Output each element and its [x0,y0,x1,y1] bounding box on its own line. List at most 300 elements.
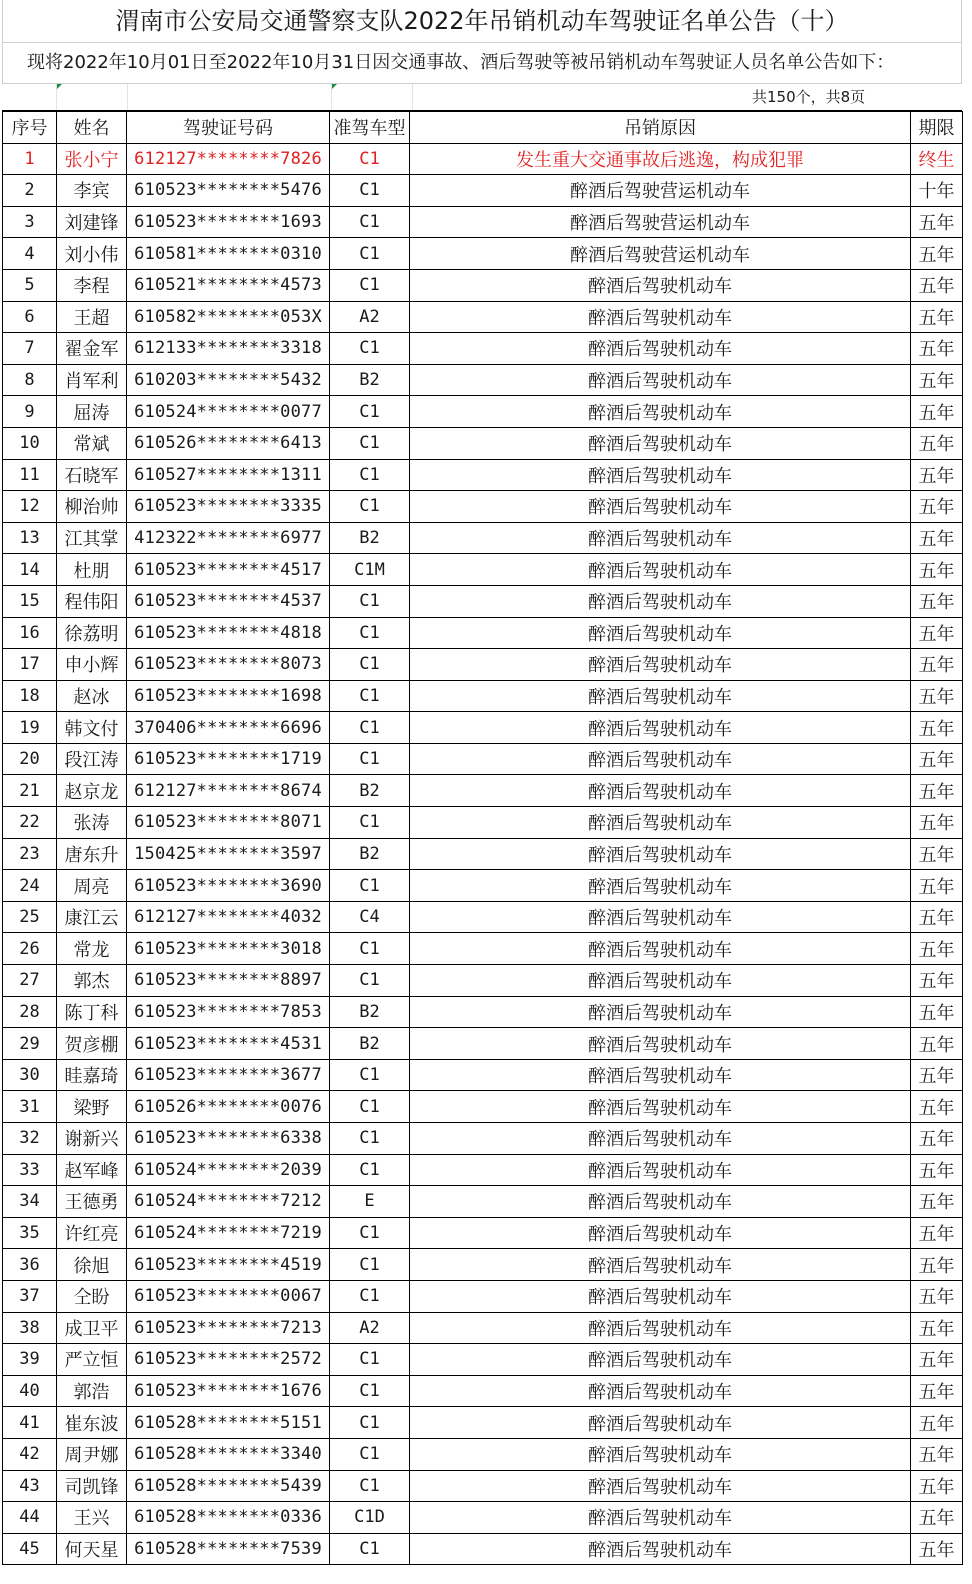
cell-name: 严立恒 [57,1344,127,1376]
cell-term: 五年 [911,743,963,775]
cell-reason: 醉酒后驾驶营运机动车 [410,206,911,238]
blank-cell [332,84,413,110]
cell-reason: 醉酒后驾驶营运机动车 [410,175,911,207]
cell-name: 李程 [57,269,127,301]
column-header-reason: 吊销原因 [410,112,911,144]
cell-license-number: 610523********4531 [127,1028,330,1060]
cell-no: 28 [3,996,57,1028]
cell-no: 42 [3,1438,57,1470]
cell-term: 五年 [911,1123,963,1155]
cell-reason: 醉酒后驾驶营运机动车 [410,238,911,270]
table-row [3,175,963,207]
cell-reason: 醉酒后驾驶机动车 [410,933,911,965]
cell-name: 仝盼 [57,1280,127,1312]
cell-vehicle-class: B2 [330,1028,410,1060]
table-row [3,680,963,712]
table-row [3,206,963,238]
cell-term: 五年 [911,396,963,428]
table-row [3,1028,963,1060]
announcement-sheet [2,0,962,1565]
table-row [3,1375,963,1407]
cell-name: 许红亮 [57,1217,127,1249]
table-row [3,933,963,965]
table-row [3,996,963,1028]
page-subtitle: 现将2022年10月01日至2022年10月31日因交通事故、酒后驾驶等被吊销机动车驾驶证人员名单公告如下： [2,43,962,84]
cell-term: 五年 [911,680,963,712]
cell-reason: 醉酒后驾驶机动车 [410,1502,911,1534]
record-count: 共150个，共8页 [752,88,866,106]
cell-name: 郭浩 [57,1375,127,1407]
cell-no: 11 [3,459,57,491]
cell-license-number: 610523********1719 [127,743,330,775]
cell-vehicle-class: C1 [330,1407,410,1439]
cell-no: 20 [3,743,57,775]
cell-vehicle-class: C1 [330,1217,410,1249]
cell-no: 32 [3,1123,57,1155]
cell-reason: 醉酒后驾驶机动车 [410,965,911,997]
cell-vehicle-class: B2 [330,838,410,870]
cell-license-number: 610524********7219 [127,1217,330,1249]
cell-name: 程伟阳 [57,585,127,617]
cell-no: 4 [3,238,57,270]
cell-no: 34 [3,1186,57,1218]
table-row [3,1123,963,1155]
cell-license-number: 610523********4519 [127,1249,330,1281]
cell-name: 陈丁科 [57,996,127,1028]
cell-license-number: 610523********8073 [127,649,330,681]
cell-license-number: 612127********7826 [127,143,330,175]
cell-reason: 醉酒后驾驶机动车 [410,743,911,775]
cell-vehicle-class: C1 [330,396,410,428]
cell-no: 35 [3,1217,57,1249]
cell-no: 7 [3,333,57,365]
cell-reason: 醉酒后驾驶机动车 [410,1375,911,1407]
cell-name: 刘建锋 [57,206,127,238]
cell-license-number: 612127********8674 [127,775,330,807]
cell-name: 唐东升 [57,838,127,870]
cell-license-number: 610521********4573 [127,269,330,301]
cell-name: 申小辉 [57,649,127,681]
cell-no: 23 [3,838,57,870]
cell-name: 梁野 [57,1091,127,1123]
cell-license-number: 610523********8897 [127,965,330,997]
cell-no: 10 [3,427,57,459]
cell-term: 五年 [911,238,963,270]
cell-no: 27 [3,965,57,997]
table-row [3,1249,963,1281]
cell-term: 五年 [911,585,963,617]
cell-license-number: 610524********2039 [127,1154,330,1186]
cell-reason: 醉酒后驾驶机动车 [410,1123,911,1155]
cell-term: 五年 [911,775,963,807]
cell-term: 五年 [911,427,963,459]
table-row [3,870,963,902]
cell-term: 五年 [911,1502,963,1534]
cell-vehicle-class: C1 [330,175,410,207]
cell-term: 五年 [911,1280,963,1312]
cell-term: 五年 [911,617,963,649]
cell-name: 周亮 [57,870,127,902]
table-row [3,965,963,997]
cell-license-number: 610523********8071 [127,807,330,839]
cell-reason: 醉酒后驾驶机动车 [410,1407,911,1439]
cell-license-number: 610523********4537 [127,585,330,617]
cell-no: 9 [3,396,57,428]
cell-vehicle-class: E [330,1186,410,1218]
cell-no: 39 [3,1344,57,1376]
cell-vehicle-class: C1 [330,680,410,712]
cell-reason: 醉酒后驾驶机动车 [410,585,911,617]
cell-license-number: 610527********1311 [127,459,330,491]
column-header-name: 姓名 [57,112,127,144]
table-row [3,396,963,428]
table-row [3,1091,963,1123]
cell-reason: 醉酒后驾驶机动车 [410,1280,911,1312]
cell-no: 12 [3,491,57,523]
cell-term: 五年 [911,1470,963,1502]
cell-name: 翟金军 [57,333,127,365]
cell-vehicle-class: C1 [330,333,410,365]
cell-license-number: 610524********0077 [127,396,330,428]
cell-reason: 醉酒后驾驶机动车 [410,617,911,649]
cell-name: 张小宁 [57,143,127,175]
table-row [3,1502,963,1534]
table-row [3,554,963,586]
cell-name: 屈涛 [57,396,127,428]
cell-no: 15 [3,585,57,617]
table-row [3,1470,963,1502]
cell-reason: 醉酒后驾驶机动车 [410,491,911,523]
cell-vehicle-class: C1 [330,617,410,649]
cell-no: 8 [3,364,57,396]
table-row [3,522,963,554]
column-header-vehicle-class: 准驾车型 [330,112,410,144]
cell-name: 刘小伟 [57,238,127,270]
table-row [3,838,963,870]
cell-license-number: 610523********3018 [127,933,330,965]
table-row [3,269,963,301]
cell-reason: 醉酒后驾驶机动车 [410,301,911,333]
cell-no: 2 [3,175,57,207]
cell-vehicle-class: C1 [330,427,410,459]
cell-vehicle-class: C4 [330,901,410,933]
cell-name: 王超 [57,301,127,333]
cell-name: 段江涛 [57,743,127,775]
blank-cell [2,84,57,110]
cell-term: 十年 [911,175,963,207]
cell-license-number: 610523********0067 [127,1280,330,1312]
cell-license-number: 610523********1693 [127,206,330,238]
table-row [3,333,963,365]
cell-license-number: 610528********5151 [127,1407,330,1439]
cell-vehicle-class: C1 [330,238,410,270]
cell-license-number: 610524********7212 [127,1186,330,1218]
cell-vehicle-class: C1 [330,1533,410,1565]
cell-license-number: 370406********6696 [127,712,330,744]
cell-vehicle-class: B2 [330,775,410,807]
cell-vehicle-class: C1 [330,1470,410,1502]
cell-vehicle-class: C1 [330,1438,410,1470]
cell-reason: 醉酒后驾驶机动车 [410,1154,911,1186]
cell-name: 江其掌 [57,522,127,554]
cell-name: 郭杰 [57,965,127,997]
table-row [3,238,963,270]
cell-license-number: 610523********4517 [127,554,330,586]
cell-name: 徐荔明 [57,617,127,649]
cell-name: 李宾 [57,175,127,207]
cell-term: 五年 [911,364,963,396]
cell-name: 赵冰 [57,680,127,712]
cell-reason: 醉酒后驾驶机动车 [410,1186,911,1218]
cell-reason: 醉酒后驾驶机动车 [410,1028,911,1060]
cell-reason: 醉酒后驾驶机动车 [410,333,911,365]
cell-vehicle-class: C1 [330,491,410,523]
cell-reason: 醉酒后驾驶机动车 [410,807,911,839]
cell-term: 五年 [911,1217,963,1249]
cell-term: 五年 [911,933,963,965]
cell-license-number: 610526********6413 [127,427,330,459]
cell-vehicle-class: C1 [330,870,410,902]
cell-vehicle-class: C1 [330,1154,410,1186]
page-title: 渭南市公安局交通警察支队2022年吊销机动车驾驶证名单公告（十） [2,0,962,43]
cell-name: 韩文付 [57,712,127,744]
cell-vehicle-class: B2 [330,364,410,396]
cell-no: 3 [3,206,57,238]
cell-term: 五年 [911,522,963,554]
cell-name: 常斌 [57,427,127,459]
table-body [3,143,963,1565]
cell-vehicle-class: C1 [330,1091,410,1123]
cell-reason: 醉酒后驾驶机动车 [410,680,911,712]
cell-reason: 醉酒后驾驶机动车 [410,459,911,491]
cell-term: 五年 [911,712,963,744]
cell-term: 五年 [911,1407,963,1439]
cell-license-number: 610526********0076 [127,1091,330,1123]
cell-name: 贺彦棚 [57,1028,127,1060]
table-row [3,585,963,617]
table-row [3,301,963,333]
cell-name: 周尹娜 [57,1438,127,1470]
count-row [2,84,962,111]
column-header-license-number: 驾驶证号码 [127,112,330,144]
cell-name: 赵军峰 [57,1154,127,1186]
cell-reason: 醉酒后驾驶机动车 [410,1059,911,1091]
cell-vehicle-class: C1 [330,965,410,997]
table-header-row [3,112,963,144]
cell-name: 成卫平 [57,1312,127,1344]
cell-term: 五年 [911,1312,963,1344]
cell-vehicle-class: C1 [330,1344,410,1376]
table-row [3,1059,963,1091]
cell-name: 张涛 [57,807,127,839]
cell-name: 赵京龙 [57,775,127,807]
cell-reason: 醉酒后驾驶机动车 [410,1091,911,1123]
table-row [3,807,963,839]
cell-name: 崔东波 [57,1407,127,1439]
cell-term: 五年 [911,901,963,933]
cell-no: 18 [3,680,57,712]
cell-reason: 醉酒后驾驶机动车 [410,1438,911,1470]
cell-license-number: 610523********7853 [127,996,330,1028]
cell-vehicle-class: C1 [330,206,410,238]
cell-name: 康江云 [57,901,127,933]
cell-term: 五年 [911,206,963,238]
cell-license-number: 610528********0336 [127,1502,330,1534]
cell-vehicle-class: B2 [330,522,410,554]
cell-reason: 醉酒后驾驶机动车 [410,1217,911,1249]
cell-no: 40 [3,1375,57,1407]
cell-name: 柳治帅 [57,491,127,523]
table-row [3,427,963,459]
cell-reason: 醉酒后驾驶机动车 [410,712,911,744]
cell-name: 常龙 [57,933,127,965]
cell-no: 30 [3,1059,57,1091]
cell-vehicle-class: C1 [330,807,410,839]
cell-license-number: 610523********2572 [127,1344,330,1376]
cell-license-number: 610523********5476 [127,175,330,207]
cell-vehicle-class: C1 [330,743,410,775]
cell-no: 31 [3,1091,57,1123]
cell-term: 五年 [911,838,963,870]
cell-no: 6 [3,301,57,333]
cell-license-number: 610581********0310 [127,238,330,270]
cell-term: 终生 [911,143,963,175]
cell-no: 14 [3,554,57,586]
cell-vehicle-class: C1 [330,1280,410,1312]
cell-term: 五年 [911,333,963,365]
table-row [3,1407,963,1439]
cell-term: 五年 [911,1249,963,1281]
cell-term: 五年 [911,554,963,586]
table-row [3,1344,963,1376]
cell-term: 五年 [911,965,963,997]
cell-term: 五年 [911,1028,963,1060]
table-row [3,649,963,681]
cell-no: 36 [3,1249,57,1281]
cell-no: 45 [3,1533,57,1565]
cell-term: 五年 [911,1344,963,1376]
cell-name: 谢新兴 [57,1123,127,1155]
table-row [3,712,963,744]
cell-reason: 醉酒后驾驶机动车 [410,775,911,807]
cell-reason: 醉酒后驾驶机动车 [410,1470,911,1502]
table-row [3,143,963,175]
cell-no: 22 [3,807,57,839]
cell-reason: 醉酒后驾驶机动车 [410,1344,911,1376]
cell-vehicle-class: C1 [330,585,410,617]
cell-license-number: 612127********4032 [127,901,330,933]
cell-reason: 醉酒后驾驶机动车 [410,1312,911,1344]
cell-reason: 醉酒后驾驶机动车 [410,838,911,870]
cell-license-number: 610523********4818 [127,617,330,649]
cell-reason: 醉酒后驾驶机动车 [410,649,911,681]
cell-vehicle-class: C1 [330,649,410,681]
blank-cell [57,84,128,110]
table-row [3,901,963,933]
cell-license-number: 610523********1698 [127,680,330,712]
cell-term: 五年 [911,491,963,523]
cell-term: 五年 [911,996,963,1028]
cell-vehicle-class: A2 [330,301,410,333]
cell-vehicle-class: C1 [330,933,410,965]
column-header-term: 期限 [911,112,963,144]
cell-reason: 醉酒后驾驶机动车 [410,870,911,902]
cell-term: 五年 [911,1186,963,1218]
cell-no: 26 [3,933,57,965]
cell-license-number: 610203********5432 [127,364,330,396]
table-row [3,491,963,523]
cell-name: 徐旭 [57,1249,127,1281]
cell-name: 王兴 [57,1502,127,1534]
cell-vehicle-class: C1M [330,554,410,586]
cell-reason: 醉酒后驾驶机动车 [410,396,911,428]
cell-vehicle-class: C1 [330,459,410,491]
cell-term: 五年 [911,870,963,902]
cell-vehicle-class: C1 [330,1059,410,1091]
cell-term: 五年 [911,459,963,491]
cell-license-number: 610523********3335 [127,491,330,523]
cell-term: 五年 [911,269,963,301]
cell-license-number: 610528********3340 [127,1438,330,1470]
cell-license-number: 610528********7539 [127,1533,330,1565]
cell-license-number: 150425********3597 [127,838,330,870]
cell-name: 石晓军 [57,459,127,491]
cell-vehicle-class: C1 [330,1123,410,1155]
cell-no: 33 [3,1154,57,1186]
cell-vehicle-class: C1 [330,712,410,744]
cell-vehicle-class: B2 [330,996,410,1028]
table-row [3,1217,963,1249]
cell-term: 五年 [911,1091,963,1123]
cell-name: 眭嘉琦 [57,1059,127,1091]
cell-name: 何天星 [57,1533,127,1565]
cell-no: 41 [3,1407,57,1439]
table-row [3,459,963,491]
cell-vehicle-class: A2 [330,1312,410,1344]
cell-vehicle-class: C1 [330,143,410,175]
cell-reason: 醉酒后驾驶机动车 [410,1533,911,1565]
cell-no: 25 [3,901,57,933]
cell-term: 五年 [911,649,963,681]
cell-reason: 醉酒后驾驶机动车 [410,427,911,459]
table-row [3,743,963,775]
cell-license-number: 610523********3677 [127,1059,330,1091]
table-row [3,364,963,396]
cell-no: 29 [3,1028,57,1060]
cell-name: 王德勇 [57,1186,127,1218]
cell-reason: 发生重大交通事故后逃逸，构成犯罪 [410,143,911,175]
cell-no: 21 [3,775,57,807]
cell-term: 五年 [911,1154,963,1186]
cell-no: 37 [3,1280,57,1312]
cell-no: 1 [3,143,57,175]
table-row [3,1438,963,1470]
cell-name: 杜朋 [57,554,127,586]
column-header-no: 序号 [3,112,57,144]
cell-no: 13 [3,522,57,554]
cell-license-number: 610523********6338 [127,1123,330,1155]
cell-license-number: 610582********053X [127,301,330,333]
cell-no: 44 [3,1502,57,1534]
table-row [3,1280,963,1312]
cell-term: 五年 [911,1438,963,1470]
revocation-table [2,111,963,1565]
cell-no: 17 [3,649,57,681]
cell-reason: 醉酒后驾驶机动车 [410,554,911,586]
cell-no: 38 [3,1312,57,1344]
table-row [3,1312,963,1344]
cell-license-number: 610523********3690 [127,870,330,902]
